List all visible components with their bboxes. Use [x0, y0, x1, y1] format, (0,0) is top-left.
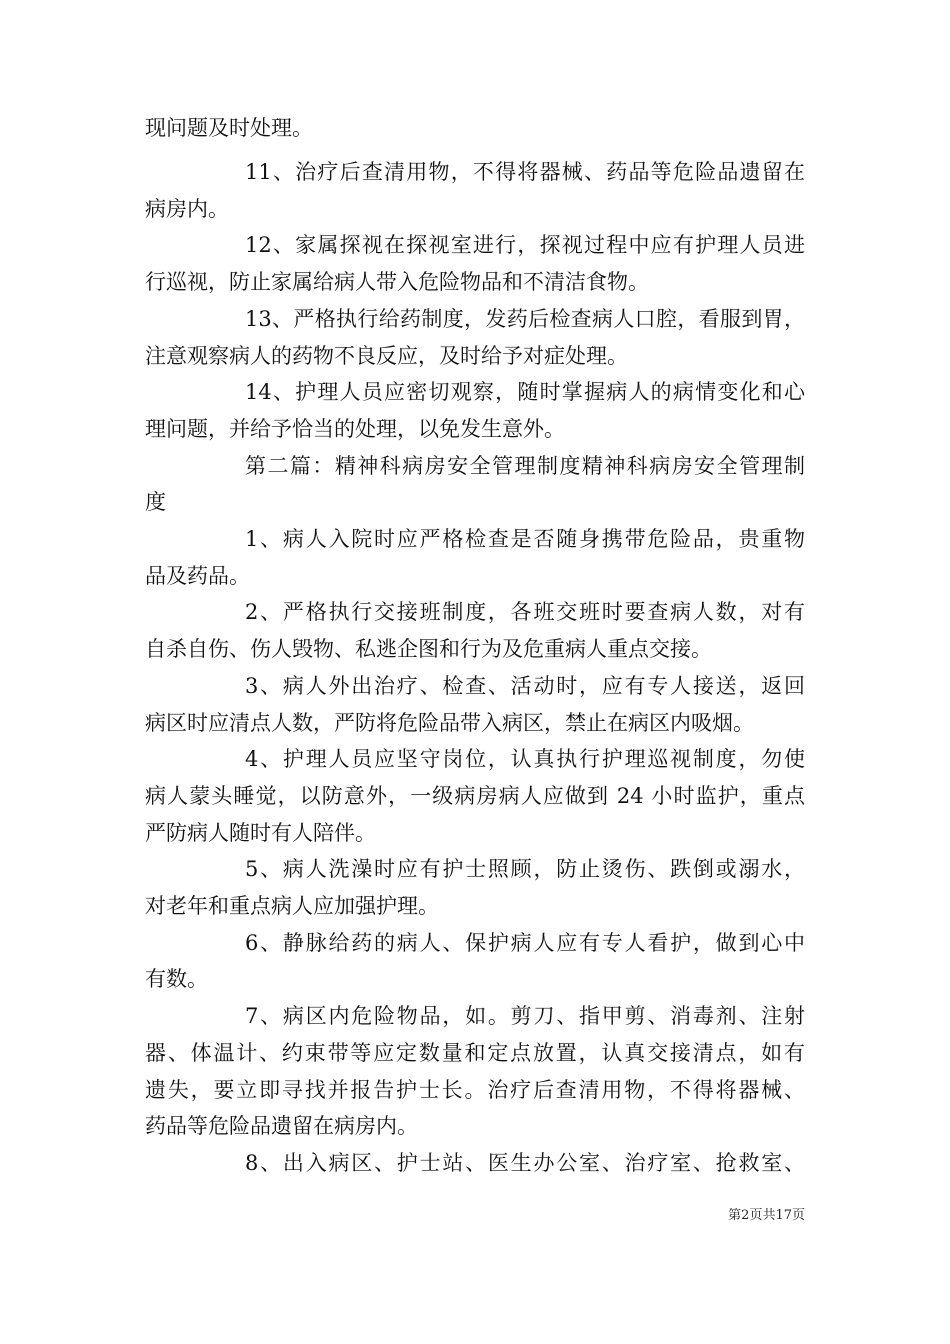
text-line: 遗失，要立即寻找并报告护士长。治疗后查清用物，不得将器械、 — [145, 1077, 805, 1102]
text-line: 4、护理人员应坚守岗位，认真执行护理巡视制度，勿使 — [245, 747, 805, 772]
text-line: 器、体温计、约束带等应定数量和定点放置，认真交接清点，如有 — [145, 1040, 805, 1065]
text-line: 11、治疗后查清用物，不得将器械、药品等危险品遗留在 — [245, 160, 805, 184]
text-line: 1、病人入院时应严格检查是否随身携带危险品，贵重物 — [245, 527, 805, 551]
text-line: 药品等危险品遗留在病房内。 — [145, 1114, 418, 1139]
text-line: 13、严格执行给药制度，发药后检查病人口腔，看服到胃， — [245, 306, 805, 331]
text-line: 第二篇：精神科病房安全管理制度精神科病房安全管理制 — [245, 453, 805, 478]
text-line: 病房内。 — [145, 196, 229, 221]
page-number: 第2页共17页 — [728, 1208, 805, 1223]
text-line: 3、病人外出治疗、检查、活动时，应有专人接送，返回 — [245, 673, 805, 698]
text-line: 行巡视，防止家属给病人带入危险物品和不清洁食物。 — [145, 270, 649, 295]
text-line: 有数。 — [145, 967, 208, 992]
text-line: 品及药品。 — [145, 563, 250, 588]
text-line: 自杀自伤、伤人毁物、私逃企图和行为及危重病人重点交接。 — [145, 637, 712, 662]
text-line: 5、病人洗澡时应有护士照顾，防止烫伤、跌倒或溺水， — [245, 857, 805, 882]
text-line: 病区时应清点人数，严防将危险品带入病区，禁止在病区内吸烟。 — [145, 710, 754, 735]
text-line: 病人蒙头睡觉，以防意外，一级病房病人应做到 24 小时监护，重点 — [145, 783, 805, 808]
text-line: 8、出入病区、护士站、医生办公室、治疗室、抢救室、 — [245, 1150, 805, 1175]
text-line: 度 — [145, 490, 166, 515]
text-line: 注意观察病人的药物不良反应，及时给予对症处理。 — [145, 343, 628, 368]
text-line: 14、护理人员应密切观察，随时掌握病人的病情变化和心 — [245, 380, 805, 405]
text-line: 对老年和重点病人应加强护理。 — [145, 894, 439, 918]
text-line: 严防病人随时有人陪伴。 — [145, 820, 376, 845]
text-line: 现问题及时处理。 — [145, 116, 313, 140]
text-line: 理问题，并给予恰当的处理，以免发生意外。 — [145, 416, 565, 441]
text-line: 6、静脉给药的病人、保护病人应有专人看护，做到心中 — [245, 930, 805, 955]
text-line: 2、严格执行交接班制度，各班交班时要查病人数，对有 — [245, 600, 805, 625]
text-line: 7、病区内危险物品，如。剪刀、指甲剪、消毒剂、注射 — [245, 1004, 805, 1029]
text-line: 12、家属探视在探视室进行，探视过程中应有护理人员进 — [245, 233, 805, 258]
